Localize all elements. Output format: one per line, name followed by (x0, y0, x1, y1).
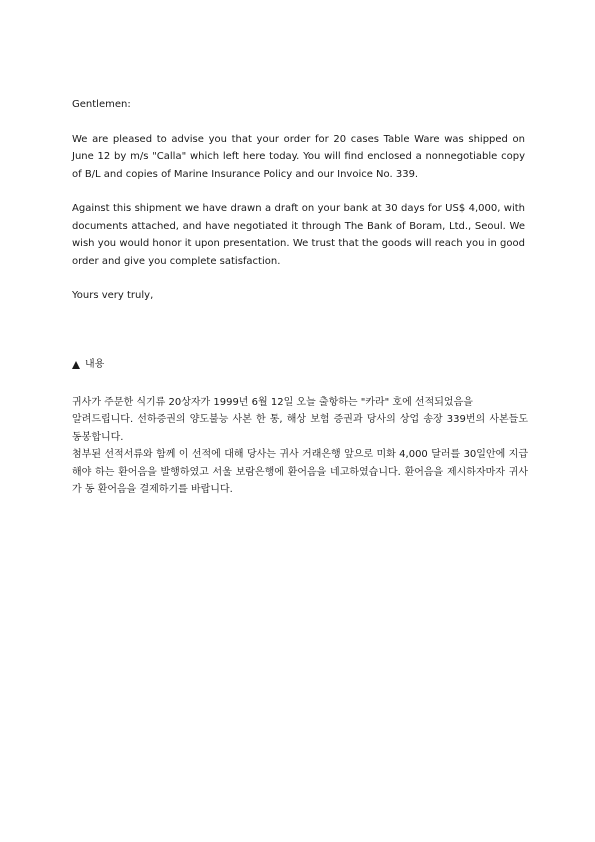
letter-paragraph-draft: Against this shipment we have drawn a draft on your bank at 30 days for US$ 4,000, with documents attached, and have negotiated it through The Bank of Boram, Ltd., Seoul. We wish you would honor it upon presentation. We trust that the goods will reach you in good order and give you complete satisfaction. (72, 203, 525, 267)
section-title: 내용 (85, 359, 105, 370)
letter-closing: Yours very truly, (72, 290, 154, 301)
translation-line-3: 첨부된 선적서류와 함께 이 선적에 대해 당사는 귀사 거래은행 앞으로 미화 4,000 달러를 30일안에 지급해야 하는 환어음을 발행하였고 서울 보람은행에 환어음을 네고하였습니다. 환어음을 제시하자마자 귀사가 동 환어음을 결제하기를 바랍니다. (72, 449, 528, 496)
translation-line-1: 귀사가 주문한 식기류 20상자가 1999년 6월 12일 오늘 출항하는 "카라" 호에 선적되었음을 (72, 397, 473, 408)
letter-paragraph-shipment: We are pleased to advise you that your order for 20 cases Table Ware was shipped on June 12 by m/s "Calla" which left here today. You will find enclosed a nonnegotiable copy of B/L and copies of Marine Insurance Policy and our Invoice No. 339. (72, 133, 525, 180)
triangle-up-icon (72, 361, 80, 369)
section-heading (72, 356, 104, 374)
english-letter (72, 96, 525, 305)
korean-translation (72, 394, 528, 498)
translation-line-2: 알려드립니다. 선하증권의 양도불능 사본 한 통, 해상 보험 증권과 당사의 상업 송장 339번의 사본들도 동봉합니다. (72, 414, 528, 443)
letter-salutation: Gentlemen: (72, 99, 131, 110)
